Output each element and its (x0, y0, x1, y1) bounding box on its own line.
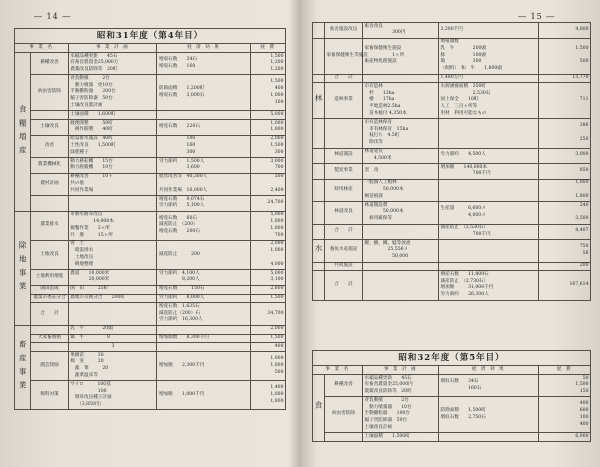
table-row (313, 148, 591, 164)
table-row (15, 120, 286, 136)
project-plan: 林道開設費 50,000本 雇用確保等 (363, 202, 439, 224)
cost-value: 5,000 1,000 1,000 700 (250, 211, 285, 240)
table-row (313, 202, 591, 224)
economic-effect: 100 160 300 (157, 135, 250, 157)
table-row (15, 352, 286, 381)
project-name: 農業機械化 (31, 158, 68, 174)
project-plan (68, 196, 157, 212)
project-plan: 畜舎改良 300円 (363, 23, 439, 39)
column-header: 事 業 名 (313, 366, 363, 375)
economic-effect: 減産防止 200 (157, 240, 250, 269)
table-title: 昭和31年度（第4年目） (15, 29, 286, 44)
project-plan: 鯉、鮒、鰻、鯰等放流 25,556メ 50,000 (363, 240, 439, 262)
project-name: 農村計画 (31, 173, 68, 195)
cost-value: 5,000 3,100 (250, 270, 285, 286)
project-plan: 乳 牛 20頭 (68, 325, 157, 334)
economic-effect: 労力節約 4,500人 (439, 148, 539, 164)
economic-effect (439, 240, 539, 262)
page-number-right: ― 15 ― (518, 12, 556, 21)
table-row (15, 381, 286, 410)
project-name (31, 343, 68, 352)
project-name (31, 325, 68, 334)
project-plan: 客 土 暗渠排水 土地改良 耕地整理 (68, 240, 157, 269)
cost-value: 200 (539, 262, 591, 271)
project-plan (363, 271, 439, 300)
table-row (15, 158, 286, 174)
table-row (15, 173, 286, 195)
project-name: 合 計 (325, 224, 363, 240)
project-plan: 水稲品種更新 45石 有畜営農資金25,000万 農薬改良防除等 20町 (68, 53, 157, 75)
table-row (313, 83, 591, 119)
cost-value: 400 600 100 400 (539, 397, 591, 433)
project-plan: 耕種改善 10ヶ 共の他 共同作業場 (68, 173, 157, 195)
project-name: 養魚水産施設 (325, 240, 363, 262)
project-plan: 軽便開墾 50町 耕作開墾 40町 (68, 120, 157, 136)
project-name: 合 計 (325, 74, 363, 83)
table-row (313, 262, 591, 271)
table-row (15, 111, 286, 120)
table-row (313, 224, 591, 240)
economic-effect (157, 343, 250, 352)
cost-value: 1,500 400 1,000 100 (250, 75, 285, 111)
economic-effect (439, 262, 539, 271)
column-header: 経 費 (250, 44, 285, 53)
table-row (313, 397, 591, 433)
project-plan: 市勝水路等改良 14,000本 掘鑿作業 3ヶ所 升 堰 15ヶ所 (68, 211, 157, 240)
table-title: 昭和32年度（第5年目） (313, 351, 591, 366)
project-plan: 水稲品種更新 45石 有畜営農資金25,000円 農薬改良防除等 20町 (363, 375, 439, 397)
economic-effect (439, 119, 539, 148)
column-header: 経 済 効 果 (157, 44, 250, 53)
project-plan: 背負動噴 2台 動力噴霧 更10台 手動撒粉器 200台 稲子害防除器 50台 土壌改良農計画 (68, 75, 157, 111)
project-plan: 市有造林保育 市有林保育 15ha 枝打ち 4.5町 除伐等 (363, 119, 439, 148)
table-row (313, 271, 591, 300)
cost-value: 400 (250, 343, 285, 352)
project-plan: 土壌面積 1,500町 (363, 433, 439, 442)
plan-table-1956 (14, 28, 286, 410)
project-plan: 市有造林 杉 13ha 檜 17ha 平地造林2.5ha 苗木植付 4,350本 (363, 83, 439, 119)
cost-value: 2,000 1,000 4,000 (250, 240, 285, 269)
cost-value: 2,000 1,500 300 (250, 135, 285, 157)
cost-value: 6,000 (539, 433, 591, 442)
economic-effect: 3,200千円 (439, 23, 539, 39)
project-name: 製炭事業 (325, 164, 363, 180)
category-label: 食 (313, 375, 325, 442)
economic-effect: 水源涵養面積 350町 2,530石 国土保全 10町 人工 三百ヶ所等 用材 利用可能なもの (439, 83, 539, 119)
cost-value: 34,700 (250, 303, 285, 325)
economic-effect: 増加額 1,000千円 (157, 381, 250, 410)
economic-effect: 増産石数 220石 (157, 120, 250, 136)
cost-value: 15,770 (539, 74, 591, 83)
column-header: 事 業 名 (15, 44, 69, 53)
category-label: 食糧増産 (15, 53, 31, 212)
economic-effect (157, 111, 250, 120)
economic-effect (439, 433, 539, 442)
project-name (31, 111, 68, 120)
table-row (15, 211, 286, 240)
project-name: 林道開設 (325, 148, 363, 164)
cost-value: 1,000 1,800 (539, 179, 591, 201)
cost-value: 8,407 (539, 224, 591, 240)
project-name: 特用林産 (325, 179, 363, 201)
project-name: 耕種改善 (325, 375, 363, 397)
project-name: 造林事業 (325, 83, 363, 119)
economic-effect: 増産石数 11,809石 減産防止 （2,730石） 増加額 31,000千円 労力節約 26,300人 (439, 271, 539, 300)
economic-effect: 増収石数 34石 増収石数 160 (157, 53, 250, 75)
table-row (313, 240, 591, 262)
economic-effect: 増加額 140,000本 700千円 (439, 164, 539, 180)
project-name: 園芸奨励 (31, 352, 68, 381)
project-name: 病虫害防除 (31, 75, 68, 111)
project-plan: 鶏 牛 8 (68, 334, 157, 343)
economic-effect: 防除面積 1,200町 増収石数 3,000石 (157, 75, 250, 111)
cost-value: 3,000 700 (250, 158, 285, 174)
cost-value: 4,000 (539, 23, 591, 39)
economic-effect: 労力節約 4,100人 8,200人 (157, 270, 250, 286)
table-row (15, 343, 286, 352)
project-name (325, 433, 363, 442)
project-name: 農業排水 (31, 211, 68, 240)
project-name: 合 計 (325, 271, 363, 300)
cost-value: 1,500 500 (539, 38, 591, 74)
category-label: 除地事業 (15, 211, 31, 325)
table-row (313, 38, 591, 74)
category-label (313, 164, 325, 180)
cost-value: 240 3,500 (539, 202, 591, 224)
economic-effect: 増殖頭数 乳 牛 200頭 豚 100頭 鶏 300 （飼料） 和 牛 1,800頭 (439, 38, 539, 74)
category-label: 水 (313, 240, 325, 262)
table-row (15, 334, 286, 343)
economic-effect: 1,480万円 (439, 74, 539, 83)
category-label (313, 74, 325, 83)
table-row (15, 53, 286, 75)
table-row (313, 164, 591, 180)
cost-value: 5,000 (250, 111, 285, 120)
project-plan (363, 262, 439, 271)
cost-value: 711 (539, 83, 591, 119)
project-plan: 土壌面積 1,600町 (68, 111, 157, 120)
cost-value: 850 (539, 164, 591, 180)
table-row (15, 294, 286, 303)
economic-effect (157, 325, 250, 334)
economic-effect: 増収石数 34石 160石 (439, 375, 539, 397)
cost-value: 1,500 (250, 294, 285, 303)
table-row (15, 135, 286, 157)
column-header: 経 費 (539, 366, 591, 375)
cost-value: 500 2,400 (250, 173, 285, 195)
plan-table-1956-continued (312, 22, 591, 301)
cost-value: 1,400 1,000 1,800 (250, 381, 285, 410)
project-name: 改善 (31, 135, 68, 157)
table-row (313, 433, 591, 442)
category-label (313, 179, 325, 201)
project-name: 林道改良 (325, 202, 363, 224)
economic-effect: 増加額 2,300千円 (157, 352, 250, 381)
economic-effect: 労力節約 8,000人 (157, 294, 250, 303)
project-plan: 動力耕耘機 15台 動力脱穀機 10台 (68, 158, 157, 174)
table-header-row (313, 366, 591, 375)
table-row (313, 375, 591, 397)
economic-effect: 増産石数 150石 (157, 285, 250, 294)
cost-value: 386 250 (539, 119, 591, 148)
category-label (313, 148, 325, 164)
project-plan (363, 224, 439, 240)
cost-value: 750 56 (539, 240, 591, 262)
table-row (15, 75, 286, 111)
cost-value: 167,614 (539, 271, 591, 300)
project-name: 家畜保健衛生等施設 (325, 38, 363, 74)
project-plan: 暗渠排水施設 40町 土性改良 1,500町 緑肥種子 (68, 135, 157, 157)
table-row (15, 196, 286, 212)
project-plan: サイロ 100基 100 増草改良種子計画 （3,850円） (68, 381, 157, 410)
project-plan: 3 (68, 343, 157, 352)
economic-effect (439, 179, 539, 201)
table-header-row (15, 44, 286, 53)
right-page (304, 0, 600, 467)
project-name: 土地利用増進 (31, 270, 68, 286)
column-header: 事 業 計 画 (68, 44, 157, 53)
table-row (15, 270, 286, 286)
project-name: 土壌改良 (31, 120, 68, 136)
project-plan: 農地の交換分合 200町 (68, 294, 157, 303)
cost-value: 1,500 1,200 1,200 (250, 53, 285, 75)
economic-effect: 増産石数 9,074石 労力節約 5,100人 (157, 196, 250, 212)
cost-value: 3,000 (539, 148, 591, 164)
project-name: 畜舎施設改良 (325, 23, 363, 39)
cost-value: 1,000 1,000 500 (250, 352, 285, 381)
cost-value: 1,000 1,000 (250, 120, 285, 136)
table-row (15, 285, 286, 294)
category-label (313, 224, 325, 240)
category-label (313, 38, 325, 74)
economic-effect: 減産防止 （2,530石） 700千円 (439, 224, 539, 240)
table-row (313, 179, 591, 201)
table-row (313, 23, 591, 39)
project-plan: 家畜保健衛生施設 1ヶ所 畜産物処理施設 (363, 38, 439, 74)
page-number-left: ― 14 ― (34, 12, 72, 21)
project-name (325, 119, 363, 148)
project-plan: 林道延長 4,500米 (363, 148, 439, 164)
category-label (313, 23, 325, 39)
category-label (313, 262, 325, 271)
project-plan: 農道 10,000米 20,000米 (68, 270, 157, 286)
cost-value: 1,500 (250, 334, 285, 343)
economic-effect: 防除面積 1,500町 増収石数 2,750石 (439, 397, 539, 433)
project-name: 大家畜増殖 (31, 334, 68, 343)
project-plan: 開 田 25町 (68, 285, 157, 294)
project-plan: 果樹苗 30 棉 実 20 蔬 菜 20 蔬菜温床等 (68, 352, 157, 381)
project-name: 耕種改善 (31, 53, 68, 75)
column-header: 事 業 計 画 (363, 366, 439, 375)
table-row (313, 74, 591, 83)
project-plan: 窯 改 (363, 164, 439, 180)
category-label (313, 119, 325, 148)
category-label: 畜産事業 (15, 325, 31, 410)
project-name: 土地改良 (31, 240, 68, 269)
economic-effect: 生産量 6,600メ 4,000メ (439, 202, 539, 224)
project-name (31, 196, 68, 212)
project-name: 共同施設 (325, 262, 363, 271)
economic-effect: 増産石数 60石 減産防止 （200） 増産石数 200石 (157, 211, 250, 240)
cost-value: 50 1,500 150 (539, 375, 591, 397)
project-plan: 背負動噴 2台 動力噴霧器 10台 手動撒粉器 100台 稲子害防除器 50台 土壌改良計画 (363, 397, 439, 433)
economic-effect: 経営改善等 40,300人 共同作業場 10,000人 (157, 173, 250, 195)
project-name: 開田造成 (31, 285, 68, 294)
project-plan: 一般個人工植林 50,000本 桐苗植栽 (363, 179, 439, 201)
project-plan (363, 74, 439, 83)
table-row (15, 325, 286, 334)
category-label (313, 202, 325, 224)
category-label (313, 271, 325, 300)
left-page (0, 0, 296, 467)
project-name: 農業の委託分合 (31, 294, 68, 303)
project-plan (68, 303, 157, 325)
plan-table-1957 (312, 350, 591, 442)
table-row (15, 240, 286, 269)
project-name: 飼料対策 (31, 381, 68, 410)
project-name: 合 計 (31, 303, 68, 325)
cost-value: 2,000 (250, 325, 285, 334)
economic-effect: 労力節約 1,500人 3,600 (157, 158, 250, 174)
project-name: 病虫害防除 (325, 397, 363, 433)
category-label: 林 (313, 83, 325, 119)
column-header: 経 済 効 果 (439, 366, 539, 375)
table-row (313, 119, 591, 148)
table-row (15, 303, 286, 325)
economic-effect: 増加頭数 8,300千円 (157, 334, 250, 343)
economic-effect: 増産石数 1,635石 減産防止（200）石 労力節約 16,300人 (157, 303, 250, 325)
cost-value: 2,600 (250, 285, 285, 294)
cost-value: 24,700 (250, 196, 285, 212)
